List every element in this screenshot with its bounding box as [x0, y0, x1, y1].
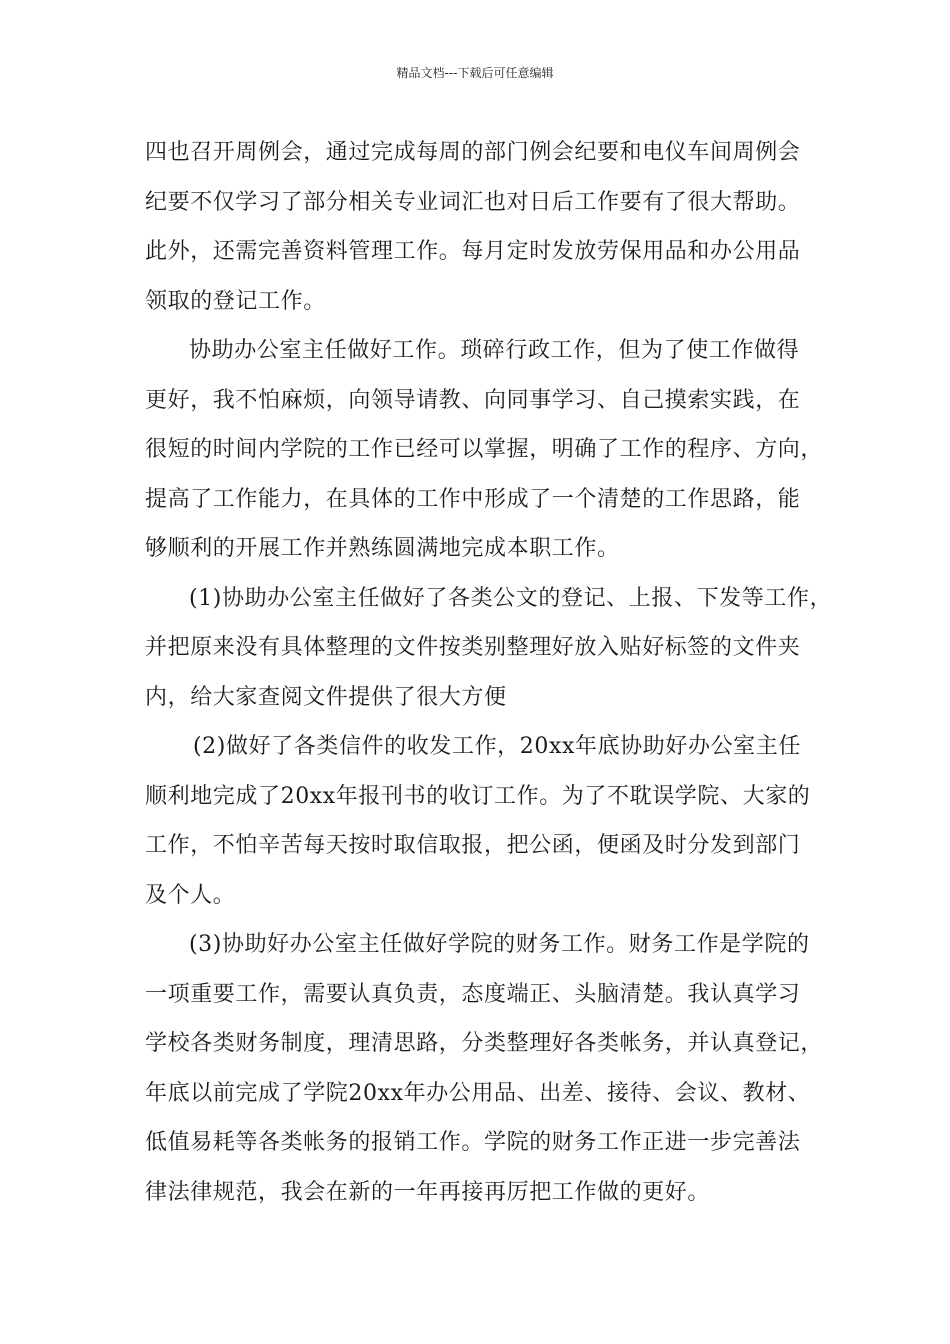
text-line: 年底以前完成了学院20xx年办公用品、出差、接待、会议、教材、	[145, 1080, 811, 1106]
text-line: 并把原来没有具体整理的文件按类别整理好放入贴好标签的文件夹	[145, 635, 801, 660]
text-line: 学校各类财务制度，理清思路，分类整理好各类帐务，并认真登记，	[145, 1031, 824, 1056]
text-line: 顺利地完成了20xx年报刊书的收订工作。为了不耽误学院、大家的	[145, 783, 811, 809]
text-line: 一项重要工作，需要认真负责，态度端正、头脑清楚。我认真学习	[145, 981, 801, 1007]
text-line: 领取的登记工作。	[145, 288, 326, 314]
text-line: (3)协助好办公室主任做好学院的财务工作。财务工作是学院的	[189, 932, 810, 957]
text-line: 够顺利的开展工作并熟练圆满地完成本职工作。	[145, 536, 620, 561]
paragraph-2	[145, 326, 825, 574]
text-line: 纪要不仅学习了部分相关专业词汇也对日后工作要有了很大帮助。	[145, 189, 801, 215]
paragraph-3	[145, 574, 833, 723]
page-header: 精品文档---下载后可任意编辑	[396, 66, 554, 80]
document-body	[145, 128, 833, 1217]
text-line: (1)协助办公室主任做好了各类公文的登记、上报、下发等工作，	[189, 585, 833, 611]
text-line: 低值易耗等各类帐务的报销工作。学院的财务工作正进一步完善法	[145, 1130, 801, 1155]
text-line: 及个人。	[145, 882, 236, 908]
paragraph-1	[145, 128, 825, 326]
paragraph-5	[145, 920, 825, 1217]
text-line: (2)做好了各类信件的收发工作，20xx年底协助好办公室主任	[193, 734, 801, 759]
text-line: 更好，我不怕麻烦，向领导请教、向同事学习、自己摸索实践，在	[145, 387, 801, 413]
paragraph-4	[145, 722, 825, 920]
text-line: 此外，还需完善资料管理工作。每月定时发放劳保用品和办公用品	[145, 239, 801, 264]
text-line: 内，给大家查阅文件提供了很大方便	[145, 684, 507, 710]
text-line: 律法律规范，我会在新的一年再接再厉把工作做的更好。	[145, 1179, 711, 1205]
text-line: 很短的时间内学院的工作已经可以掌握，明确了工作的程序、方向，	[145, 437, 824, 462]
text-line: 提高了工作能力，在具体的工作中形成了一个清楚的工作思路，能	[145, 486, 801, 512]
text-line: 工作，不怕辛苦每天按时取信取报，把公函，便函及时分发到部门	[145, 833, 801, 858]
text-line: 四也召开周例会，通过完成每周的部门例会纪要和电仪车间周例会	[145, 140, 801, 165]
text-line: 协助办公室主任做好工作。琐碎行政工作，但为了使工作做得	[189, 338, 800, 363]
